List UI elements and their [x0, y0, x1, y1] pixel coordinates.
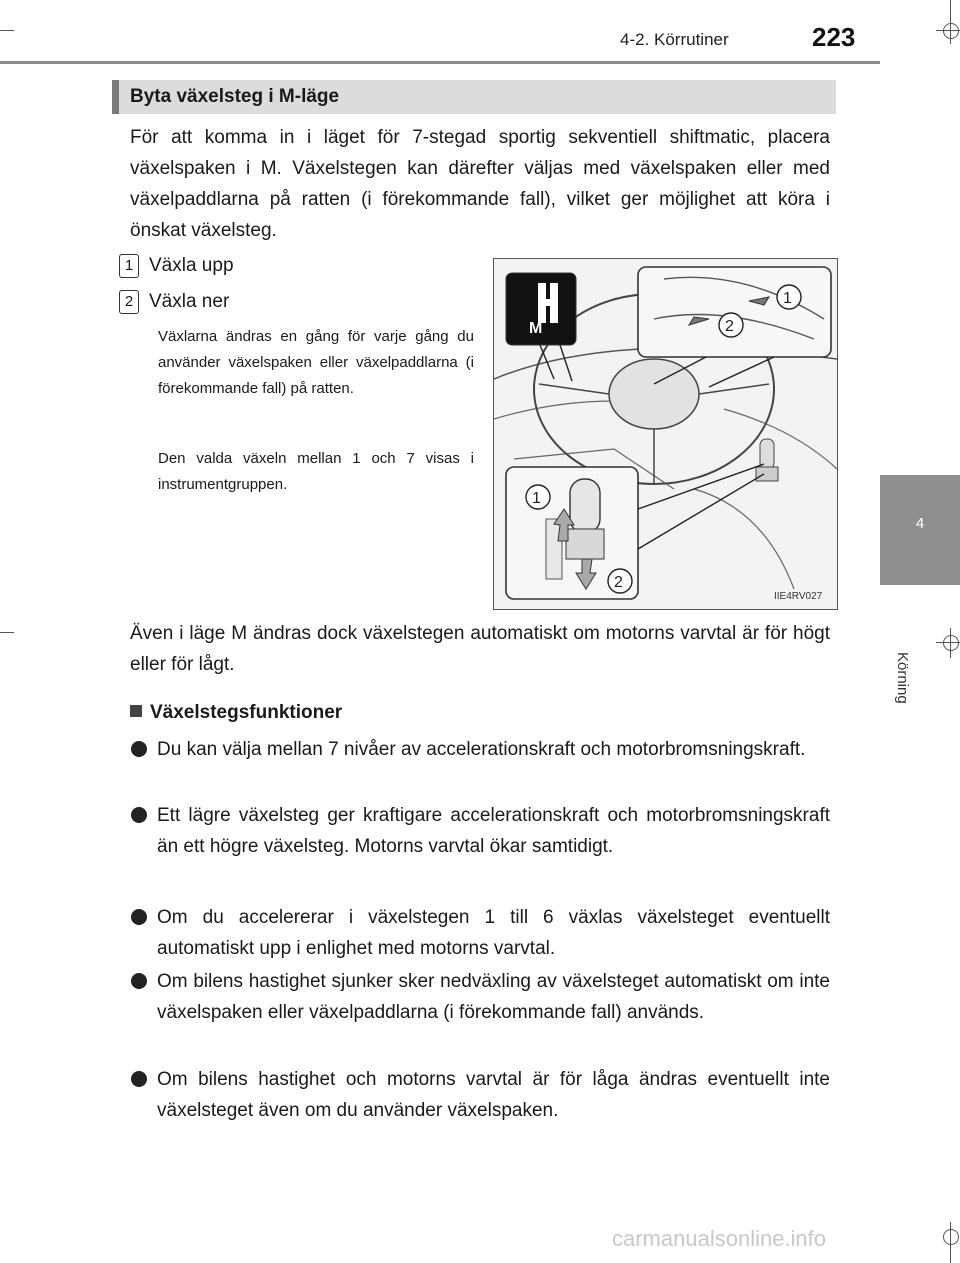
- callout-2-paddle: 2: [725, 318, 734, 335]
- step-number-badge: 2: [119, 290, 139, 314]
- page-number: 223: [812, 22, 856, 52]
- bullet-dot-icon: [131, 741, 147, 757]
- chapter-label: 4-2. Körrutiner: [620, 30, 729, 49]
- gear-shift-illustration: [493, 258, 838, 610]
- after-figure-paragraph: Även i läge M ändras dock växelstegen automatiskt om motorns varvtal är för högt eller för lågt.: [130, 623, 830, 675]
- step-shift-up: [119, 254, 234, 278]
- figure-code: IIE4RV027: [774, 591, 823, 602]
- registration-mark: [943, 23, 959, 39]
- note-gear-display: Den valda växeln mellan 1 och 7 visas i instrumentgruppen.: [158, 450, 474, 493]
- crop-mark: [0, 30, 14, 31]
- list-item: Du kan välja mellan 7 nivåer av accelerationskraft och motorbromsningskraft.: [157, 734, 830, 765]
- chapter-tab-label: [894, 580, 940, 704]
- crop-mark: [0, 632, 14, 633]
- list-item: Om bilens hastighet och motorns varvtal är för låga ändras eventuellt inte växelsteget även om du använder växelspaken.: [157, 1064, 830, 1126]
- list-item: Om du accelererar i växelstegen 1 till 6 växlas växelsteget eventuellt automatiskt upp i enlighet med motorns varvtal.: [157, 902, 830, 964]
- bullet-dot-icon: [131, 1071, 147, 1087]
- bullet-dot-icon: [131, 807, 147, 823]
- step-label: Växla ner: [149, 291, 230, 313]
- chapter-tab-number: 4: [915, 515, 925, 532]
- chapter-tab-label-text: Körning: [894, 652, 911, 704]
- section-heading-accent: [112, 80, 119, 114]
- section-heading: [112, 80, 836, 114]
- watermark: carmanualsonline.info: [612, 1226, 827, 1251]
- callout-2-lever: 2: [614, 574, 623, 591]
- header-rule: [0, 61, 880, 64]
- section-title: Byta växelsteg i M-läge: [130, 86, 340, 107]
- note-gear-change: Växlarna ändras en gång för varje gång du använder växelspaken eller växelpaddlarna (i förekommande fall) på ratten.: [158, 328, 474, 397]
- subsection-heading: [130, 702, 342, 724]
- registration-mark: [943, 1229, 959, 1245]
- intro-paragraph: För att komma in i läget för 7-stegad sportig sekventiell shiftmatic, placera växelspaken i M. Växelstegen kan därefter väljas med växelspaken eller med växelpaddlarna på ratten (i förekommande fall), vilket ger möjlighet att köra i önskat växelsteg.: [130, 127, 830, 241]
- bullet-dot-icon: [131, 973, 147, 989]
- step-shift-down: [119, 290, 229, 314]
- square-bullet-icon: [130, 705, 142, 717]
- display-letter: M: [529, 320, 543, 337]
- step-label: Växla upp: [149, 255, 234, 277]
- bullet-dot-icon: [131, 909, 147, 925]
- callout-1-paddle: 1: [783, 290, 792, 307]
- illustration-svg: [494, 259, 837, 609]
- registration-mark: [943, 635, 959, 651]
- list-item: Ett lägre växelsteg ger kraftigare accelerationskraft och motorbromsningskraft än ett högre växelsteg. Motorns varvtal ökar samtidigt.: [157, 800, 830, 862]
- subsection-title: Växelstegsfunktioner: [150, 702, 343, 723]
- list-item: Om bilens hastighet sjunker sker nedväxling av växelsteget automatiskt om inte växelspaken eller växelpaddlarna (i förekommande fall) används.: [157, 966, 830, 1028]
- step-number-badge: 1: [119, 254, 139, 278]
- callout-1-lever: 1: [532, 490, 541, 507]
